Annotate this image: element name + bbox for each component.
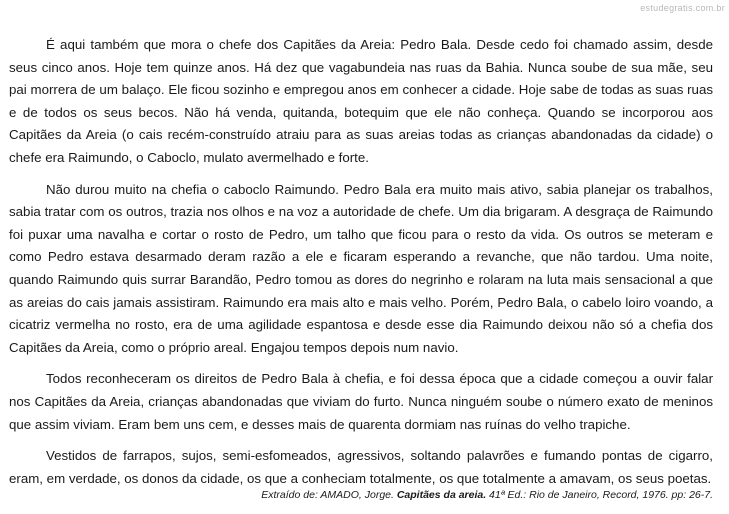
citation-prefix: Extraído de: AMADO, Jorge.: [261, 489, 397, 501]
source-citation: [261, 489, 713, 501]
paragraph-2: Não durou muito na chefia o caboclo Raimundo. Pedro Bala era muito mais ativo, sabia planejar os trabalhos, sabia tratar com os outros, trazia nos olhos e na voz a autoridade de chefe. Um dia brigaram. A desgraça de Raimundo foi puxar uma navalha e cortar o rosto de Pedro, um talho que ficou para o resto da vida. Os outros se meteram e como Pedro estava desarmado deram razão a ele e ficaram esperando a revanche, que não tardou. Uma noite, quando Raimundo quis surrar Barandão, Pedro tomou as dores do negrinho e rolaram na luta mais sensacional a que as areias do cais jamais assistiram. Raimundo era mais alto e mais velho. Porém, Pedro Bala, o cabelo loiro voando, a cicatriz vermelha no rosto, era de uma agilidade espantosa e desde esse dia Raimundo deixou não só a chefia dos Capitães da Areia, como o próprio areal. Engajou tempos depois num navio.: [9, 181, 713, 355]
text-excerpt: [9, 34, 713, 499]
paragraph-1: É aqui também que mora o chefe dos Capitães da Areia: Pedro Bala. Desde cedo foi chamado assim, desde seus cinco anos. Hoje tem quinze anos. Há dez que vagabundeia nas ruas da Bahia. Nunca soube de sua mãe, seu pai morrera de um balaço. Ele ficou sozinho e empregou anos em conhecer a cidade. Hoje sabe de todas as suas ruas e de todos os seus becos. Não há venda, quitanda, botequim que ele não conheça. Quando se incorporou aos Capitães da Areia (o cais recém-construído atraiu para as suas areias todas as crianças abandonadas da cidade) o chefe era Raimundo, o Caboclo, mulato avermelhado e forte.: [9, 37, 713, 165]
site-watermark: estudegratis.com.br: [640, 3, 725, 13]
citation-suffix: 41ª Ed.: Rio de Janeiro, Record, 1976. pp: 26-7.: [486, 489, 713, 501]
paragraph-3: Todos reconheceram os direitos de Pedro Bala à chefia, e foi dessa época que a cidade começou a ouvir falar nos Capitães da Areia, crianças abandonadas que viviam do furto. Nunca ninguém soube o número exato de meninos que assim viviam. Eram bem uns cem, e desses mais de quarenta dormiam nas ruínas do velho trapiche.: [9, 371, 713, 432]
citation-book-title: Capitães da areia.: [396, 489, 487, 501]
paragraph-4: Vestidos de farrapos, sujos, semi-esfomeados, agressivos, soltando palavrões e fumando pontas de cigarro, eram, em verdade, os donos da cidade, os que a conheciam totalmente, os que totalmente a amavam, os seus poetas.: [9, 448, 713, 486]
